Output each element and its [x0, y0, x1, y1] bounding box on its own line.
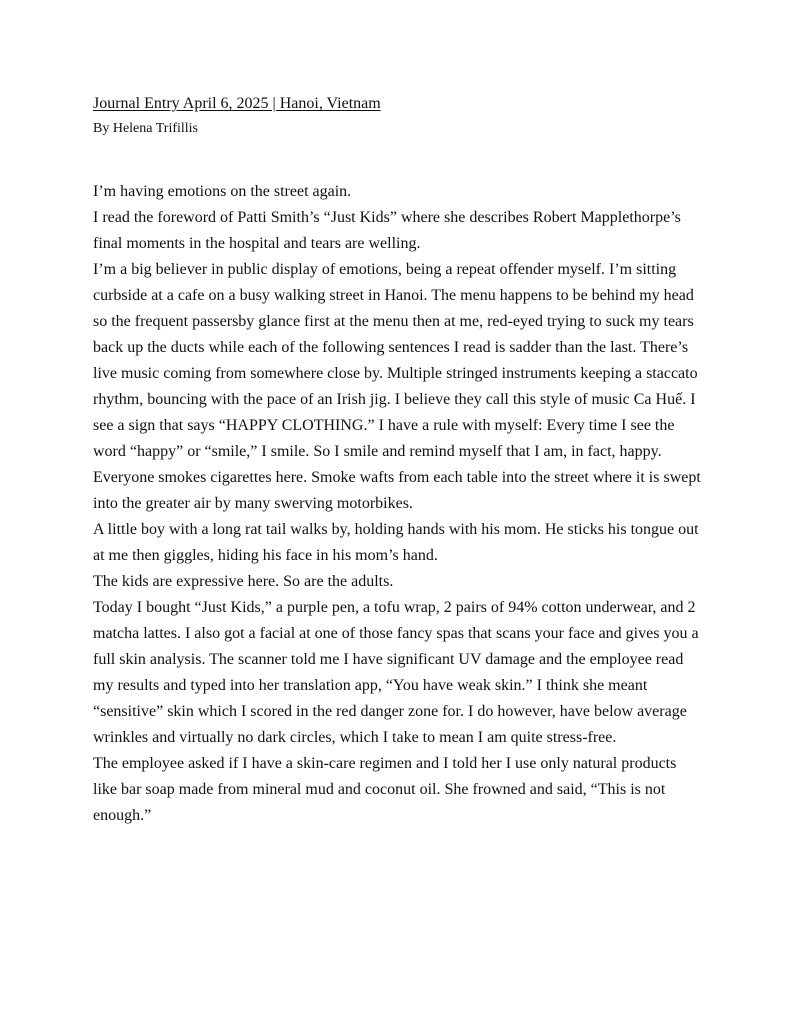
- paragraph: The employee asked if I have a skin-care regimen and I told her I use only natural products like bar soap made from mineral mud and coconut oil. She frowned and said, “This is not enough.”: [93, 755, 677, 824]
- journal-title: Journal Entry April 6, 2025 | Hanoi, Vietnam: [93, 95, 381, 112]
- document-page: [93, 93, 703, 829]
- paragraph: A little boy with a long rat tail walks by, holding hands with his mom. He sticks his tongue out at me then giggles, hiding his face in his mom’s hand.: [93, 521, 699, 564]
- paragraph: The kids are expressive here. So are the adults.: [93, 573, 394, 590]
- author-byline: By Helena Trifillis: [93, 121, 199, 136]
- paragraph: Everyone smokes cigarettes here. Smoke wafts from each table into the street where it is swept into the greater air by many swerving motorbikes.: [93, 469, 701, 512]
- paragraph: I’m having emotions on the street again.: [93, 183, 352, 200]
- paragraph: Today I bought “Just Kids,” a purple pen, a tofu wrap, 2 pairs of 94% cotton underwear, and 2 matcha lattes. I also got a facial at one of those fancy spas that scans your face and gives you a full skin analysis. The scanner told me I have significant UV damage and the employee read my results and typed into her translation app, “You have weak skin.” I think she meant “sensitive” skin which I scored in the red danger zone for. I do however, have below average wrinkles and virtually no dark circles, which I take to mean I am quite stress-free.: [93, 599, 699, 746]
- paragraph: I read the foreword of Patti Smith’s “Just Kids” where she describes Robert Mapplethorpe’s final moments in the hospital and tears are welling.: [93, 209, 681, 252]
- journal-body: [93, 179, 703, 829]
- paragraph: I’m a big believer in public display of emotions, being a repeat offender myself. I’m sitting curbside at a cafe on a busy walking street in Hanoi. The menu happens to be behind my head so the frequent passersby glance first at the menu then at me, red-eyed trying to suck my tears back up the ducts while each of the following sentences I read is sadder than the last. There’s live music coming from somewhere close by. Multiple stringed instruments keeping a staccato rhythm, bouncing with the pace of an Irish jig. I believe they call this style of music Ca Huế. I see a sign that says “HAPPY CLOTHING.” I have a rule with myself: Every time I see the word “happy” or “smile,” I smile. So I smile and remind myself that I am, in fact, happy.: [93, 261, 698, 460]
